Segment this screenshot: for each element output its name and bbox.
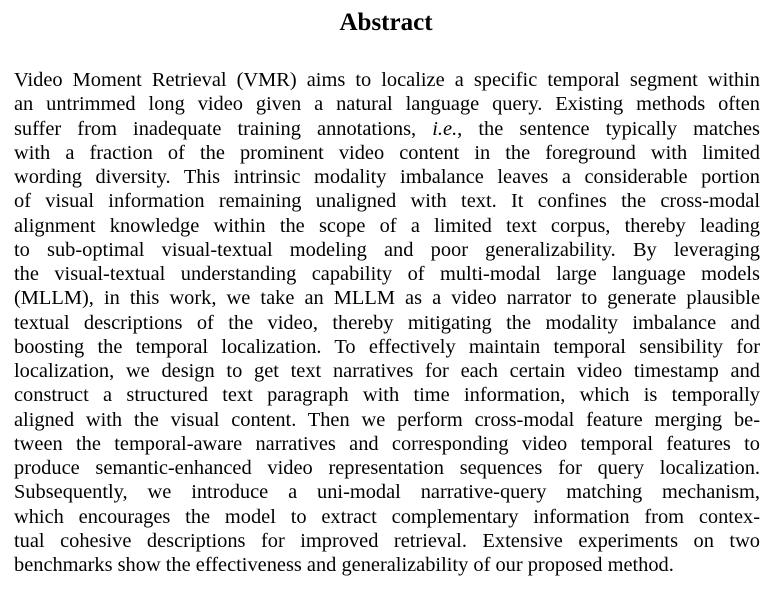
abstract-line: boosting the temporal localization. To effectively maintain temporal sensibility for: [14, 335, 760, 358]
abstract-line: benchmarks show the effectiveness and generalizability of our proposed method.: [14, 554, 674, 576]
abstract-line: Subsequently, we introduce a uni-modal narrative-query matching mechanism,: [14, 481, 760, 504]
abstract-line: produce semantic-enhanced video representation sequences for query localization.: [14, 457, 760, 479]
abstract-line: localization, we design to get text narratives for each certain video timestamp and: [14, 360, 760, 382]
abstract-line: (MLLM), in this work, we take an MLLM as a video narrator to generate plausible: [14, 287, 760, 310]
abstract-line: textual descriptions of the video, thereby mitigating the modality imbalance and: [14, 311, 760, 334]
abstract-line: of visual information remaining unaligned with text. It confines the cross-modal: [14, 190, 760, 213]
abstract-line: suffer from inadequate training annotations, i.e., the sentence typically matches: [14, 117, 760, 140]
abstract-body: [14, 68, 760, 577]
abstract-line: an untrimmed long video given a natural language query. Existing methods often: [14, 93, 760, 116]
abstract-line: with a fraction of the prominent video content in the foreground with limited: [14, 141, 760, 164]
abbreviation-ie: i.e.: [432, 117, 458, 140]
abstract-line: tual cohesive descriptions for improved retrieval. Extensive experiments on two: [14, 529, 760, 552]
abstract-line: to sub-optimal visual-textual modeling and poor generalizability. By leveraging: [14, 238, 760, 261]
abstract-line: alignment knowledge within the scope of a limited text corpus, thereby leading: [14, 214, 760, 237]
abstract-heading: Abstract: [339, 9, 433, 36]
abstract-line: wording diversity. This intrinsic modality imbalance leaves a considerable portion: [14, 166, 760, 188]
abstract-line: construct a structured text paragraph with time information, which is temporally: [14, 384, 760, 407]
abstract-line: which encourages the model to extract complementary information from contex-: [14, 505, 760, 528]
abstract-line: the visual-textual understanding capability of multi-modal large language models: [14, 263, 760, 285]
abstract-line: Video Moment Retrieval (VMR) aims to localize a specific temporal segment within: [14, 69, 760, 91]
abstract-line: tween the temporal-aware narratives and corresponding video temporal features to: [14, 432, 760, 455]
abstract-line: aligned with the visual content. Then we perform cross-modal feature merging be-: [14, 408, 760, 431]
